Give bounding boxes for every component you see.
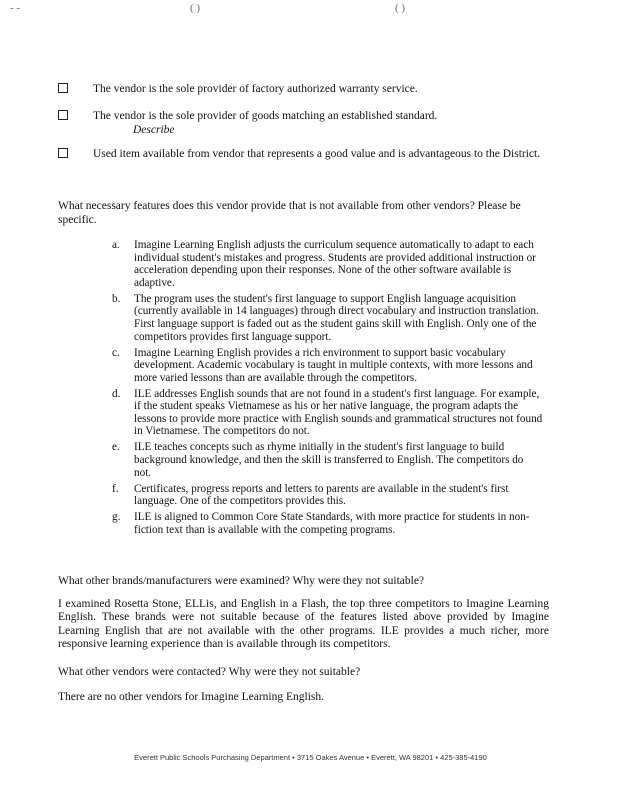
- list-item: e. ILE teaches concepts such as rhyme initially in the student's first language to build background knowledge, and then the skill is transferred to English. The competitors do not.: [112, 441, 524, 479]
- list-item: f. Certificates, progress reports and letters to parents are available in the student's first language. One of the competitors provides this.: [112, 482, 509, 508]
- checkbox[interactable]: [58, 110, 68, 120]
- list-item: c. Imagine Learning English provides a rich environment to support basic vocabulary development. Academic vocabulary is taught in multiple contexts, with more lessons and more varied lessons than are available through the competitors.: [112, 346, 533, 384]
- scan-mark: ( ): [395, 2, 406, 14]
- checkbox[interactable]: [58, 83, 68, 93]
- scan-mark: ( ): [190, 2, 201, 14]
- question-vendors: What other vendors were contacted? Why were they not suitable?: [58, 666, 361, 678]
- option-text: The vendor is the sole provider of factory authorized warranty service.: [93, 83, 418, 95]
- scan-mark: - -: [10, 2, 21, 14]
- list-item: b. The program uses the student's first language to support English language acquisition (currently available in 14 languages) through direct vocabulary and instruction translation. First language support is faded out as the student gains skill with English. Only one of the competitors provides first language support.: [112, 292, 539, 343]
- checkbox-option-warranty: [58, 82, 551, 96]
- option-text: The vendor is the sole provider of goods matching an established standard.: [93, 110, 438, 122]
- list-item: g. ILE is aligned to Common Core State Standards, with more practice for students in non-fiction text than is available with the competing programs.: [112, 511, 530, 536]
- list-item: a. Imagine Learning English adjusts the curriculum sequence automatically to adapt to each individual student's mistakes and progress. Students are provided additional instruction or acceleration depending upon their responses. None of the other software available is adaptive.: [112, 239, 536, 289]
- describe-label: Describe: [133, 124, 175, 136]
- answer-vendors: There are no other vendors for Imagine Learning English.: [58, 691, 324, 703]
- question-features: What necessary features does this vendor provide that is not available from other vendors? Please be specific.: [58, 200, 521, 226]
- answer-brands: I examined Rosetta Stone, ELLis, and English in a Flash, the top three competitors to Imagine Learning English. These brands were not suitable because of the features listed above provided by Imagine Learning English that are not available with the other programs. ILE provides a much richer, more responsive learning experience than is available through its competitors.: [58, 598, 549, 651]
- question-brands: What other brands/manufacturers were examined? Why were they not suitable?: [58, 575, 425, 587]
- features-list: [112, 239, 543, 540]
- list-item: d. ILE addresses English sounds that are not found in a student's first language. For example, if the student speaks Vietnamese as his or her native language, the program adapts the lessons to provide more practice with English sounds and grammatical structures not found in Vietnamese. The competitors do not.: [112, 387, 543, 438]
- option-text: Used item available from vendor that represents a good value and is advantageous to the District.: [93, 148, 541, 160]
- checkbox-option-used-item: [58, 147, 551, 161]
- page-footer: Everett Public Schools Purchasing Department • 3715 Oakes Avenue • Everett, WA 98201 • 425-385-4190: [134, 753, 487, 762]
- checkbox-option-standard: [58, 109, 551, 137]
- checkbox[interactable]: [58, 148, 68, 158]
